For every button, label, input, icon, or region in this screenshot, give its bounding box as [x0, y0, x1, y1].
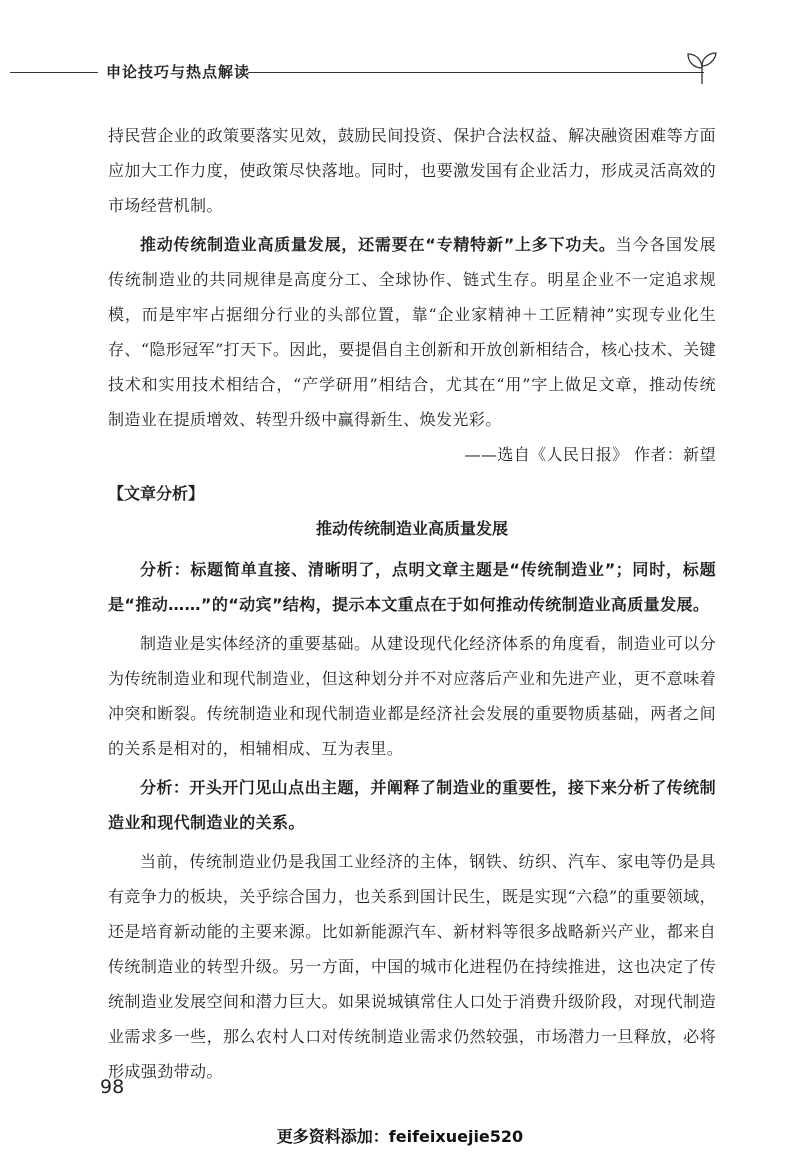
source-attribution: ——选自《人民日报》 作者：新望 — [464, 445, 716, 464]
paragraph-lead-sentence: 推动传统制造业高质量发展，还需要在“专精特新”上多下功夫。 — [140, 235, 616, 254]
analysis-opening: 分析：开头开门见山点出主题，并阐释了制造业的重要性，接下来分析了传统制造业和现代制造业的关系。 — [108, 778, 716, 832]
header-title: 申论技巧与热点解读 — [106, 63, 251, 81]
analysis-title: 分析：标题简单直接、清晰明了，点明文章主题是“传统制造业”；同时，标题是“推动……”的“动宾”结构，提示本文重点在于如何推动传统制造业高质量发展。 — [108, 560, 716, 614]
section-heading: 【文章分析】 — [108, 484, 205, 503]
sprout-icon — [682, 46, 722, 86]
header-rule-left — [10, 72, 98, 73]
paragraph-policy: 持民营企业的政策要落实见效，鼓励民间投资、保护合法权益、解决融资困难等方面应加大工作力度，使政策尽快落地。同时，也要激发国有企业活力，形成灵活高效的市场经营机制。 — [108, 126, 716, 215]
article-title: 推动传统制造业高质量发展 — [315, 519, 508, 538]
paragraph-foundation: 制造业是实体经济的重要基础。从建设现代化经济体系的角度看，制造业可以分为传统制造业和现代制造业，但这种划分并不对应落后产业和先进产业，更不意味着冲突和断裂。传统制造业和现代制造业都是经济社会发展的重要物质基础，两者之间的关系是相对的，相辅相成、互为表里。 — [108, 634, 716, 758]
running-header — [0, 58, 800, 88]
footer-note: 更多资料添加：feifeixuejie520 — [276, 1127, 524, 1146]
paragraph-current-status: 当前，传统制造业仍是我国工业经济的主体，钢铁、纺织、汽车、家电等仍是具有竞争力的板块，关乎综合国力，也关系到国计民生，既是实现“六稳”的重要领域，还是培育新动能的主要来源。比如新能源汽车、新材料等很多战略新兴产业，都来自传统制造业的转型升级。另一方面，中国的城市化进程仍在持续推进，这也决定了传统制造业发展空间和潜力巨大。如果说城镇常住人口处于消费升级阶段，对现代制造业需求多一些，那么农村人口对传统制造业需求仍然较强，市场潜力一旦释放，必将形成强劲带动。 — [108, 852, 716, 1081]
paragraph-specialization — [108, 227, 716, 437]
page-content — [108, 118, 716, 1089]
paragraph-body: 当今各国发展传统制造业的共同规律是高度分工、全球协作、链式生存。明星企业不一定追求规模，而是牢牢占据细分行业的头部位置，靠“企业家精神＋工匠精神”实现专业化生存、“隐形冠军”打天下。因此，要提倡自主创新和开放创新相结合，核心技术、关键技术和实用技术相结合，“产学研用”相结合，尤其在“用”字上做足文章，推动传统制造业在提质增效、转型升级中赢得新生、焕发光彩。 — [108, 235, 716, 429]
page-number: 98 — [100, 1076, 125, 1098]
header-rule-right — [248, 72, 704, 73]
